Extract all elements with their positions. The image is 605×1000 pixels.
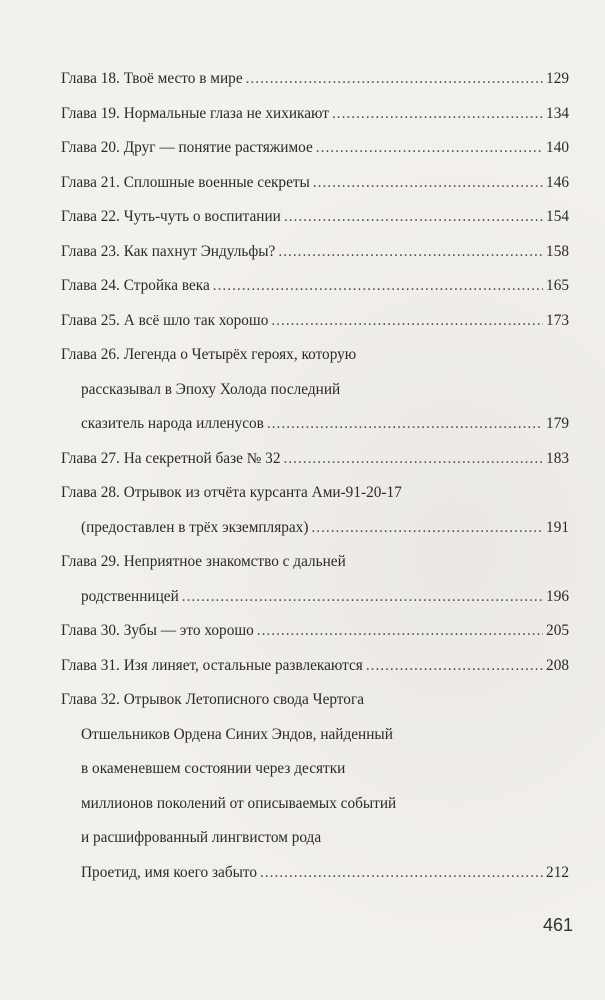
dot-leader	[213, 269, 543, 304]
toc-entry-line	[61, 821, 569, 856]
table-of-contents	[61, 62, 569, 890]
toc-entry-title: рассказывал в Эпоху Холода последний	[81, 380, 341, 398]
toc-entry-line	[61, 718, 569, 753]
toc-entry-page-number: 165	[546, 277, 569, 294]
toc-entry-page-number: 140	[546, 139, 569, 156]
toc-entry-title: Глава 31. Изя линяет, остальные развлекаются	[61, 656, 363, 674]
toc-entry-line	[61, 200, 569, 235]
toc-entry-line	[61, 235, 569, 270]
toc-entry-title: Глава 18. Твоё место в мире	[61, 70, 243, 87]
toc-entry-title: Глава 23. Как пахнут Эндульфы?	[61, 242, 276, 260]
toc-entry-line	[61, 856, 569, 891]
toc-entry-line	[61, 269, 569, 304]
toc-entry-title: Глава 32. Отрывок Летописного свода Чертога	[61, 691, 365, 708]
toc-entry-line	[61, 787, 569, 822]
toc-entry-page-number: 212	[546, 863, 569, 881]
toc-entry-title: и расшифрованный лингвистом рода	[81, 829, 322, 846]
toc-entry-title: Глава 30. Зубы — это хорошо	[61, 622, 254, 639]
toc-entry-title: Глава 19. Нормальные глаза не хихикают	[61, 104, 329, 122]
toc-entry-title: родственницей	[81, 587, 179, 605]
toc-entry-page-number: 183	[546, 449, 569, 467]
dot-leader	[182, 580, 543, 615]
toc-entry-title: Глава 29. Неприятное знакомство с дальней	[61, 553, 346, 570]
toc-entry-line	[61, 166, 569, 201]
toc-entry-line	[61, 614, 569, 649]
toc-entry-line	[61, 649, 569, 684]
toc-entry-line	[61, 62, 569, 97]
dot-leader	[257, 614, 543, 649]
dot-leader	[267, 407, 543, 442]
toc-entry-line	[61, 442, 569, 477]
dot-leader	[283, 442, 543, 477]
dot-leader	[332, 97, 543, 132]
toc-entry-line	[61, 580, 569, 615]
toc-entry-line	[61, 373, 569, 408]
toc-entry-title: Глава 25. А всё шло так хорошо	[61, 311, 269, 329]
toc-entry-page-number: 208	[546, 656, 569, 674]
toc-entry-page-number: 205	[546, 622, 569, 639]
toc-entry-title: в окаменевшем состоянии через десятки	[81, 760, 346, 777]
toc-entry-line	[61, 683, 569, 718]
toc-entry-title: Проетид, имя коего забыто	[81, 863, 258, 881]
toc-entry-page-number: 129	[546, 70, 569, 87]
toc-entry-line	[61, 476, 569, 511]
toc-entry-page-number: 154	[546, 208, 569, 225]
toc-entry-page-number: 158	[546, 242, 569, 260]
toc-entry-line	[61, 511, 569, 546]
dot-leader	[278, 235, 543, 270]
toc-entry-line	[61, 545, 569, 580]
toc-entry-line	[61, 131, 569, 166]
toc-entry-line	[61, 407, 569, 442]
dot-leader	[246, 62, 543, 97]
dot-leader	[316, 131, 543, 166]
toc-entry-title: Глава 24. Стройка века	[61, 277, 210, 294]
toc-entry-title: Глава 21. Сплошные военные секреты	[61, 173, 310, 191]
toc-entry-page-number: 196	[546, 587, 569, 605]
page-number: 461	[542, 915, 573, 935]
toc-entry-page-number: 173	[546, 311, 569, 329]
toc-entry-title: (предоставлен в трёх экземплярах)	[81, 518, 309, 536]
toc-entry-title: Глава 22. Чуть-чуть о воспитании	[61, 208, 281, 225]
dot-leader	[260, 856, 543, 891]
toc-entry-line	[61, 752, 569, 787]
toc-entry-title: миллионов поколений от описываемых событий	[81, 794, 397, 812]
toc-entry-title: Глава 20. Друг — понятие растяжимое	[61, 139, 313, 156]
toc-entry-line	[61, 338, 569, 373]
toc-entry-page-number: 191	[546, 518, 569, 536]
dot-leader	[284, 200, 543, 235]
dot-leader	[313, 166, 543, 201]
dot-leader	[366, 649, 543, 684]
toc-entry-title: Глава 26. Легенда о Четырёх героях, которую	[61, 346, 357, 363]
toc-entry-page-number: 146	[546, 173, 569, 191]
toc-entry-line	[61, 304, 569, 339]
toc-entry-title: сказитель народа илленусов	[81, 415, 264, 432]
dot-leader	[311, 511, 543, 546]
toc-entry-title: Глава 27. На секретной базе № 32	[61, 449, 281, 467]
toc-entry-page-number: 134	[546, 104, 569, 122]
toc-entry-page-number: 179	[546, 415, 569, 432]
toc-entry-title: Отшельников Ордена Синих Эндов, найденный	[81, 725, 393, 743]
toc-entry-line	[61, 97, 569, 132]
dot-leader	[271, 304, 543, 339]
toc-entry-title: Глава 28. Отрывок из отчёта курсанта Ами-91-20-17	[61, 484, 402, 501]
